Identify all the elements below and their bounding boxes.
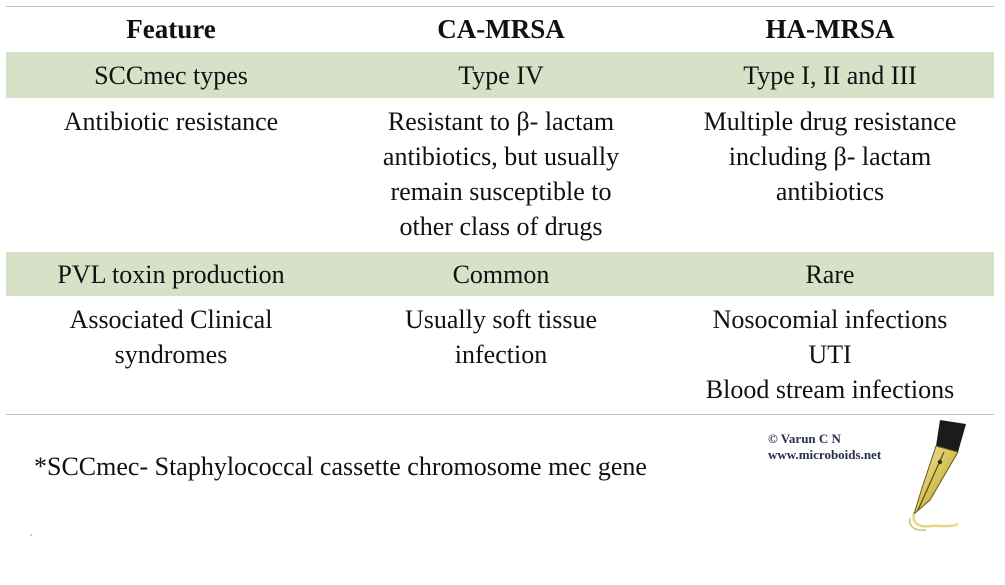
header-ca-mrsa: CA-MRSA bbox=[437, 14, 565, 44]
cell-line: antibiotics bbox=[775, 177, 885, 206]
cell-feature bbox=[6, 296, 336, 372]
cell-line: Nosocomial infections bbox=[712, 305, 948, 334]
cell-line: remain susceptible to bbox=[390, 177, 612, 206]
cell-feature: PVL toxin production bbox=[57, 259, 285, 289]
cell-ca bbox=[336, 98, 666, 244]
comparison-table bbox=[6, 6, 994, 415]
cell-ca: Common bbox=[452, 259, 550, 289]
cell-ha: Rare bbox=[805, 259, 855, 289]
cell-line: infection bbox=[454, 340, 548, 369]
cell-line: Blood stream infections bbox=[705, 375, 955, 404]
credit-site: www.microboids.net bbox=[768, 447, 882, 462]
header-feature: Feature bbox=[126, 14, 216, 44]
header-ha-mrsa: HA-MRSA bbox=[765, 14, 895, 44]
table-row-pvl-toxin bbox=[6, 252, 994, 296]
cell-line: syndromes bbox=[114, 340, 228, 369]
cell-ca bbox=[336, 296, 666, 372]
cell-line: Associated Clinical bbox=[69, 305, 273, 334]
cell-ca: Type IV bbox=[458, 60, 544, 90]
credit-block bbox=[768, 431, 881, 463]
cell-feature: Antibiotic resistance bbox=[63, 107, 279, 136]
credit-name: © Varun C N bbox=[768, 431, 841, 446]
cell-line: other class of drugs bbox=[399, 212, 603, 241]
table-row-clinical-syndromes bbox=[6, 296, 994, 414]
cell-line: antibiotics, but usually bbox=[382, 142, 620, 171]
cell-line: UTI bbox=[808, 340, 852, 369]
cell-ha bbox=[666, 296, 994, 407]
cell-line: Multiple drug resistance bbox=[703, 107, 957, 136]
stray-dot bbox=[30, 534, 32, 536]
cell-line: Resistant to β- lactam bbox=[387, 107, 615, 136]
cell-ha bbox=[666, 98, 994, 209]
table-row-sccmec bbox=[6, 52, 994, 98]
table-header-row bbox=[6, 7, 994, 52]
cell-line: including β- lactam bbox=[728, 142, 932, 171]
cell-ha: Type I, II and III bbox=[743, 60, 917, 90]
cell-line: Usually soft tissue bbox=[404, 305, 598, 334]
footnote: *SCCmec- Staphylococcal cassette chromosome mec gene bbox=[34, 452, 647, 481]
fountain-pen-nib-icon bbox=[900, 418, 970, 533]
table-row-antibiotic-resistance bbox=[6, 98, 994, 252]
cell-feature: SCCmec types bbox=[94, 60, 248, 90]
